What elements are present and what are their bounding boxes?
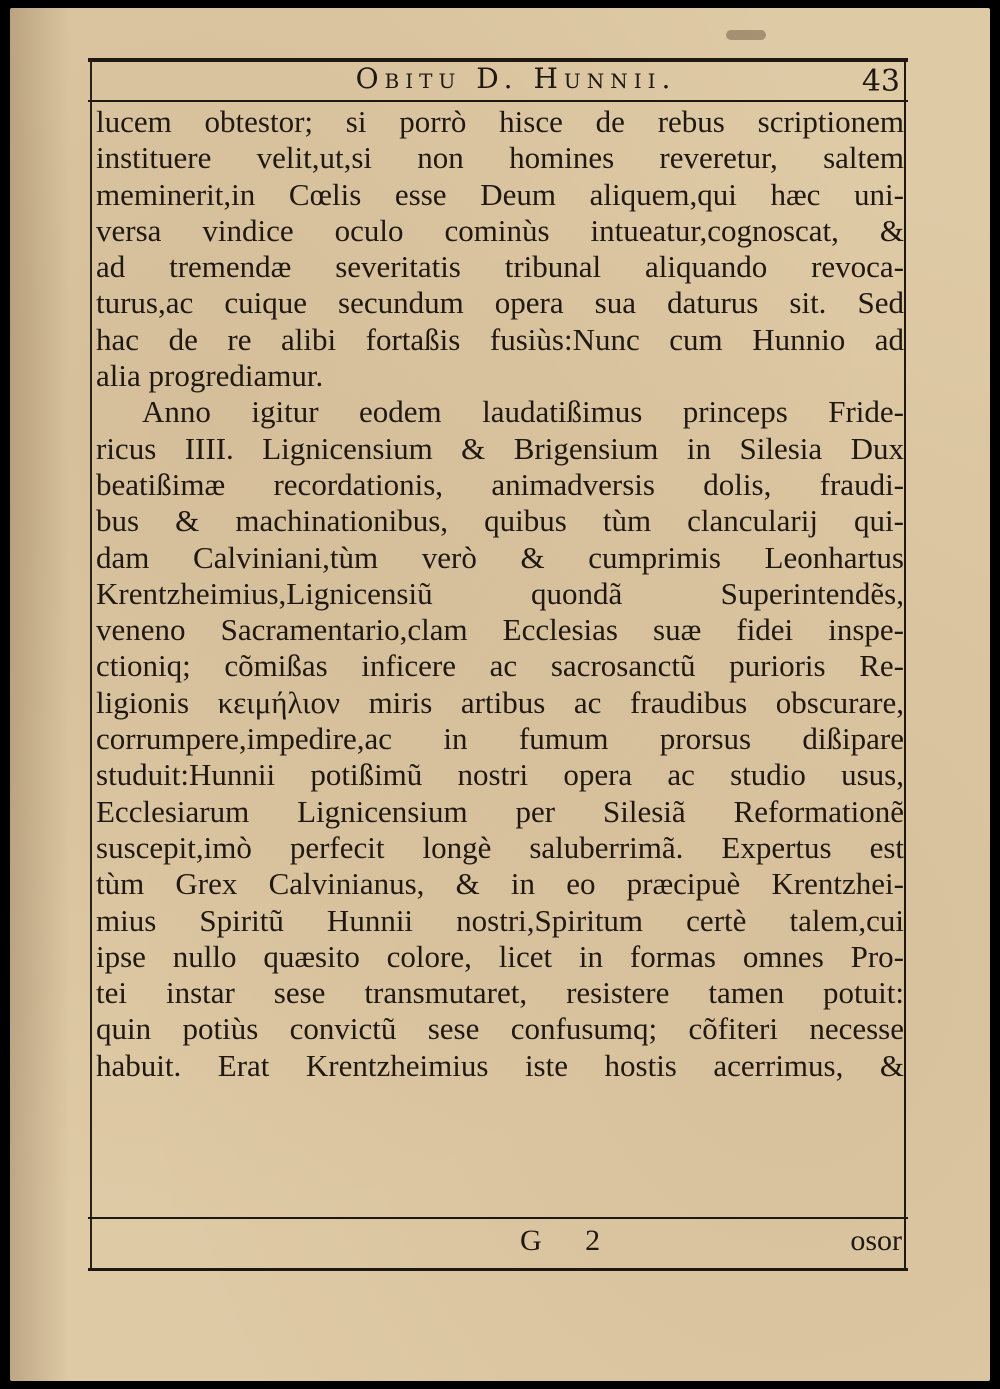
text-line: beatißimæ recordationis, animadversis dolis, fraudi- [96, 466, 904, 502]
text-line: studuit:Hunnii potißimũ nostri opera ac studio usus, [96, 757, 904, 793]
text-line: turus,ac cuique secundum opera sua daturus sit. Sed [96, 285, 904, 321]
frame-rule-bottom [88, 1268, 908, 1271]
text-line: Anno igitur eodem laudatißimus princeps Fride- [142, 394, 904, 430]
text-line: habuit. Erat Krentzheimius iste hostis acerrimus, & [96, 1047, 904, 1083]
text-line: dam Calviniani,tùm verò & cumprimis Leonhartus [96, 539, 904, 575]
text-line: ad tremendæ severitatis tribunal aliquando revoca- [96, 249, 904, 285]
running-head [96, 62, 902, 98]
page-footer [96, 1222, 904, 1266]
text-line: instituere velit,ut,si non homines reveretur, saltem [96, 140, 904, 176]
frame-rule-header [88, 100, 908, 102]
frame-rule-footer [88, 1217, 908, 1219]
signature-mark: G 2 [520, 1224, 619, 1257]
text-line: ricus IIII. Lignicensium & Brigensium in Silesia Dux [96, 430, 904, 466]
text-line: versa vindice oculo cominùs intueatur,cognoscat, & [96, 212, 904, 248]
text-line: ipse nullo quæsito colore, licet in formas omnes Pro- [96, 938, 904, 974]
running-title: Obitu D. Hunnii. [355, 62, 677, 95]
text-line: mius Spiritũ Hunnii nostri,Spiritum certè talem,cui [96, 902, 904, 938]
text-line: tei instar sese transmutaret, resistere tamen potuit: [96, 975, 904, 1011]
text-line: alia progrediamur. [96, 358, 324, 394]
page-number: 43 [861, 64, 900, 99]
text-line: corrumpere,impedire,ac in fumum prorsus dißipare [96, 721, 904, 757]
text-line: Ecclesiarum Lignicensium per Silesiã Reformationẽ [96, 793, 904, 829]
ink-stain [726, 30, 766, 40]
text-line: bus & machinationibus, quibus tùm clancularij qui- [96, 503, 904, 539]
text-line: Krentzheimius,Lignicensiũ quondã Superintendẽs, [96, 575, 904, 611]
catchword: osor [850, 1224, 902, 1257]
text-line: quin potiùs convictũ sese confusumq; cõfiteri necesse [96, 1011, 904, 1047]
frame-rule-right [904, 60, 906, 1270]
text-line: ctioniq; cõmißas inficere ac sacrosanctũ purioris Re- [96, 648, 904, 684]
body-text [96, 104, 904, 1084]
text-line: tùm Grex Calvinianus, & in eo præcipuè Krentzhei- [96, 866, 904, 902]
text-line: hac de re alibi fortaßis fusiùs:Nunc cum Hunnio ad [96, 321, 904, 357]
text-line: lucem obtestor; si porrò hisce de rebus scriptionem [96, 104, 904, 139]
text-line: veneno Sacramentario,clam Ecclesias suæ fidei inspe- [96, 612, 904, 648]
text-line: ligionis κειμήλιον miris artibus ac fraudibus obscurare, [96, 684, 904, 720]
text-line: meminerit,in Cœlis esse Deum aliquem,qui hæc uni- [96, 176, 904, 212]
text-line: suscepit,imò perfecit longè saluberrimã. Expertus est [96, 829, 904, 865]
frame-rule-left [90, 60, 92, 1270]
